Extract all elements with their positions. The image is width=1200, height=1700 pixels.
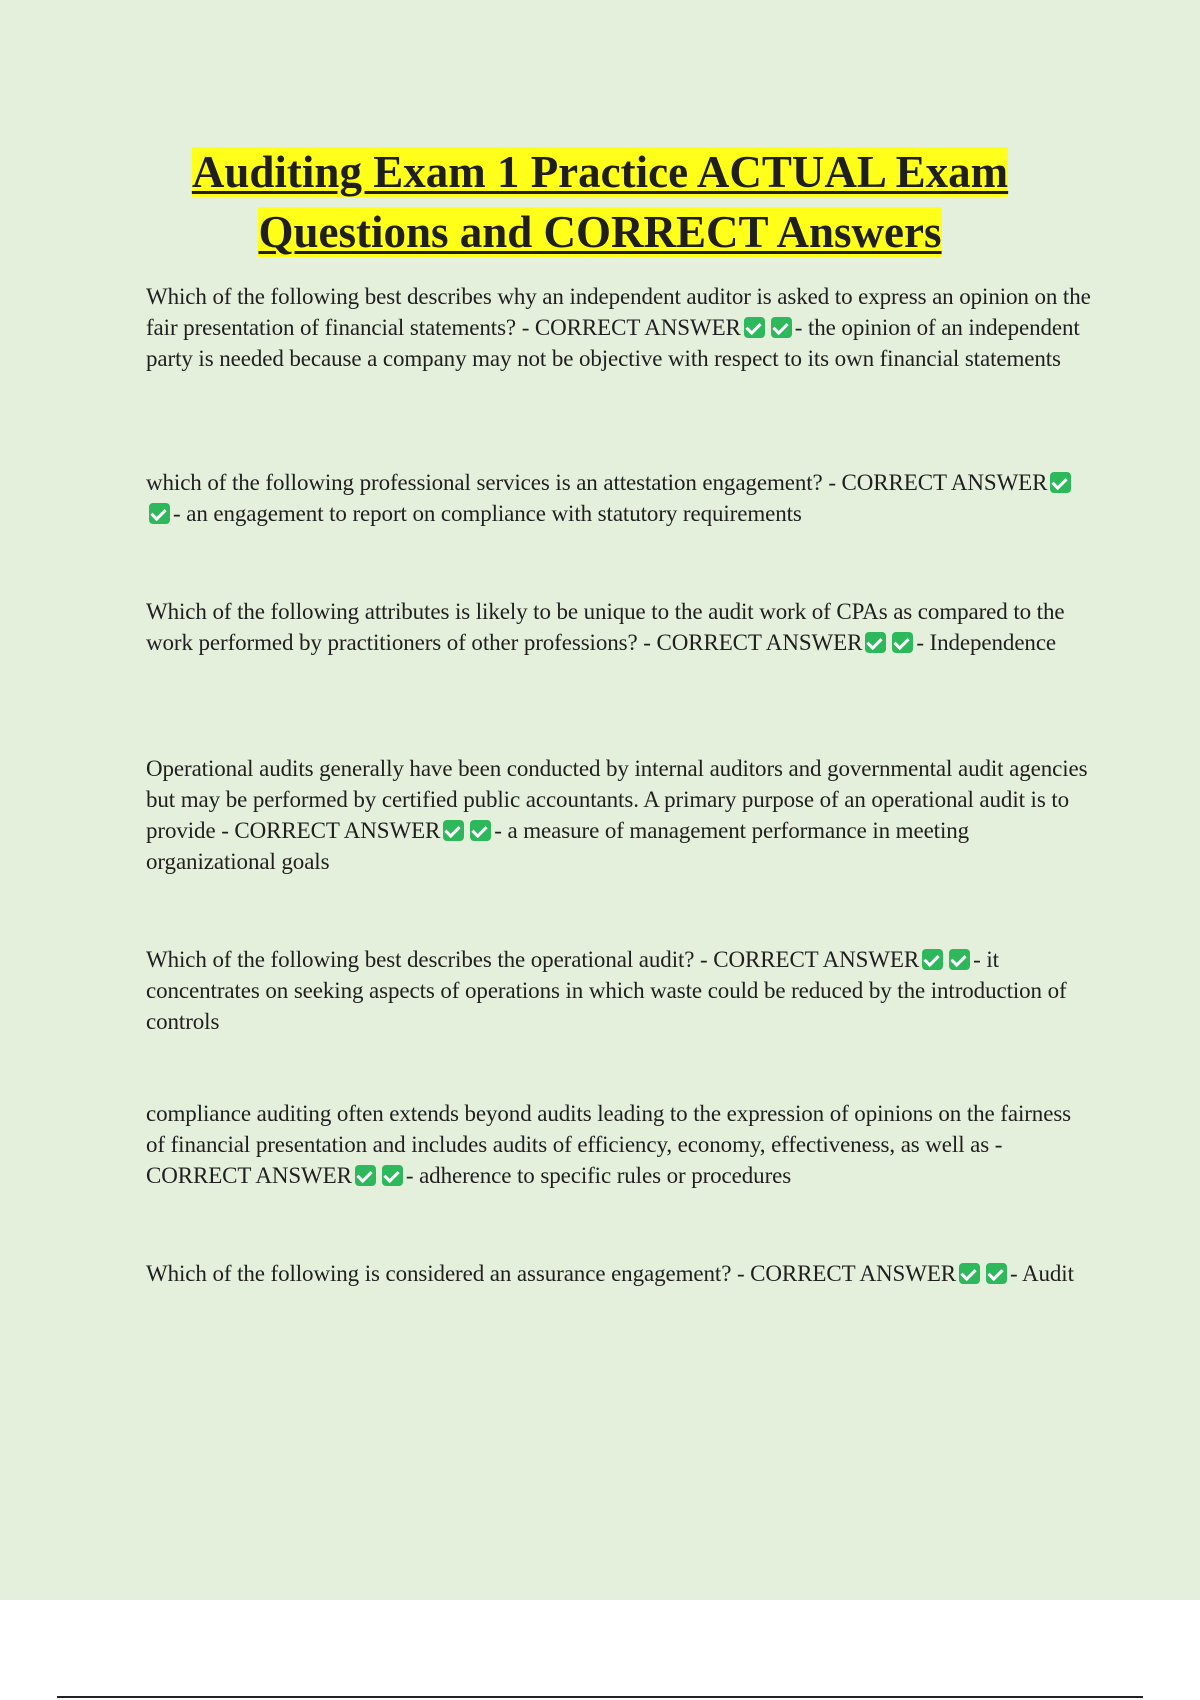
title-block bbox=[100, 142, 1100, 262]
answer-marker: - CORRECT ANSWER bbox=[221, 818, 441, 843]
check-icon bbox=[744, 317, 765, 338]
answer-marker: - CORRECT ANSWER bbox=[828, 470, 1048, 495]
check-icon bbox=[771, 317, 792, 338]
qa-item bbox=[146, 467, 1091, 529]
check-icon bbox=[892, 632, 913, 653]
check-icon bbox=[922, 949, 943, 970]
question-text: which of the following professional services is an attestation engagement? bbox=[146, 470, 823, 495]
answer-marker: - CORRECT ANSWER bbox=[643, 630, 863, 655]
qa-item bbox=[146, 1098, 1091, 1191]
check-icon bbox=[949, 949, 970, 970]
check-icon bbox=[355, 1165, 376, 1186]
answer-text: - adherence to specific rules or procedures bbox=[405, 1163, 792, 1188]
question-text: Which of the following is considered an assurance engagement? bbox=[146, 1261, 732, 1286]
check-icon bbox=[149, 503, 170, 524]
answer-marker: - CORRECT ANSWER bbox=[700, 947, 920, 972]
qa-item bbox=[146, 1258, 1091, 1289]
answer-marker: - CORRECT ANSWER bbox=[736, 1261, 957, 1286]
qa-item bbox=[146, 281, 1091, 374]
check-icon bbox=[382, 1165, 403, 1186]
answer-text: - a measure of management performance in meeting organizational goals bbox=[146, 818, 970, 874]
question-text: Operational audits generally have been conducted by internal auditors and governmental audit agencies but may be performed by certified public accountants. A primary purpose of an operational audit is to provide bbox=[146, 756, 1088, 843]
check-icon bbox=[986, 1263, 1007, 1284]
qa-item bbox=[146, 753, 1091, 877]
question-text: compliance auditing often extends beyond audits leading to the expression of opinions on the fairness of financial presentation and includes audits of efficiency, economy, effectiveness, as well as bbox=[146, 1101, 1072, 1157]
check-icon bbox=[1050, 472, 1071, 493]
answer-text: - it concentrates on seeking aspects of operations in which waste could be reduced by the introduction of controls bbox=[146, 947, 1067, 1034]
answer-marker: - CORRECT ANSWER bbox=[521, 315, 741, 340]
check-icon bbox=[865, 632, 886, 653]
document-title: Auditing Exam 1 Practice ACTUAL Exam Questions and CORRECT Answers bbox=[191, 147, 1009, 257]
answer-text: - Audit bbox=[1010, 1261, 1074, 1286]
check-icon bbox=[470, 820, 491, 841]
check-icon bbox=[443, 820, 464, 841]
answer-text: - Independence bbox=[916, 630, 1057, 655]
answer-text: - an engagement to report on compliance with statutory requirements bbox=[173, 501, 802, 526]
check-icon bbox=[959, 1263, 980, 1284]
qa-item bbox=[146, 596, 1091, 658]
qa-item bbox=[146, 944, 1091, 1037]
answer-text: - the opinion of an independent party is needed because a company may not be objective with respect to its own financial statements bbox=[146, 315, 1080, 371]
question-text: Which of the following best describes why an independent auditor is asked to express an opinion on the fair presentation of financial statements? bbox=[146, 284, 1091, 340]
question-text: Which of the following best describes the operational audit? bbox=[146, 947, 695, 972]
answer-marker: - CORRECT ANSWER bbox=[146, 1132, 1003, 1188]
question-text: Which of the following attributes is likely to be unique to the audit work of CPAs as compared to the work performed by practitioners of other professions? bbox=[146, 599, 1065, 655]
bottom-divider bbox=[57, 1696, 1143, 1698]
